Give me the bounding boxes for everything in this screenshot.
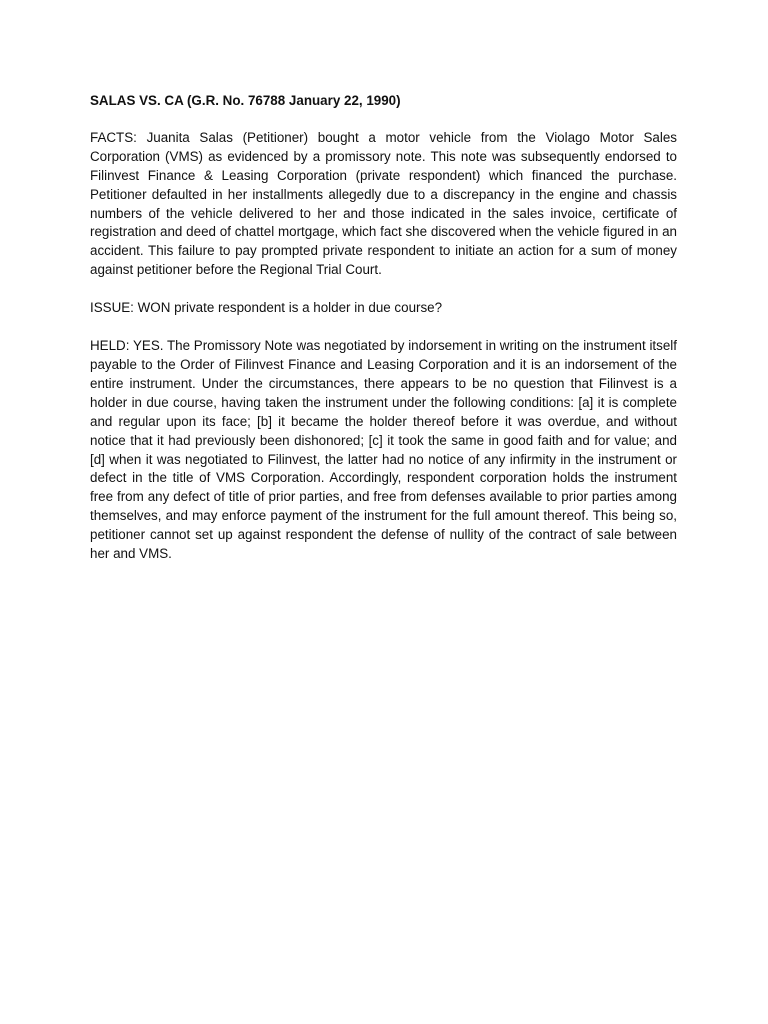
facts-label: FACTS: <box>90 129 137 145</box>
issue-text: WON private respondent is a holder in due course? <box>137 300 443 316</box>
issue-paragraph <box>90 299 677 318</box>
facts-text: Juanita Salas (Petitioner) bought a motor vehicle from the Violago Motor Sales Corporation (VMS) as evidenced by a promissory note. This note was subsequently endorsed to Filinvest Finance & Leasing Corporation (private respondent) which financed the purchase. Petitioner defaulted in her installments allegedly due to a discrepancy in the engine and chassis numbers of the vehicle delivered to her and those indicated in the sales invoice, certificate of registration and deed of chattel mortgage, which fact she discovered when the vehicle figured in an accident. This failure to pay prompted private respondent to initiate an action for a sum of money against petitioner before the Regional Trial Court. <box>90 129 677 278</box>
facts-paragraph <box>90 129 677 280</box>
issue-label: ISSUE: <box>90 300 134 316</box>
held-paragraph <box>90 337 677 564</box>
document-page <box>90 92 677 583</box>
held-label: HELD: <box>90 338 130 354</box>
case-title: SALAS VS. CA (G.R. No. 76788 January 22, 1990) <box>90 93 401 108</box>
held-text: YES. The Promissory Note was negotiated by indorsement in writing on the instrument itself payable to the Order of Filinvest Finance and Leasing Corporation and it is an indorsement of the entire instrument. Under the circumstances, there appears to be no question that Filinvest is a holder in due course, having taken the instrument under the following conditions: [a] it is complete and regular upon its face; [b] it became the holder thereof before it was overdue, and without notice that it had previously been dishonored; [c] it took the same in good faith and for value; and [d] when it was negotiated to Filinvest, the latter had no notice of any infirmity in the instrument or defect in the title of VMS Corporation. Accordingly, respondent corporation holds the instrument free from any defect of title of prior parties, and free from defenses available to prior parties among themselves, and may enforce payment of the instrument for the full amount thereof. This being so, petitioner cannot set up against respondent the defense of nullity of the contract of sale between her and VMS. <box>90 338 677 562</box>
